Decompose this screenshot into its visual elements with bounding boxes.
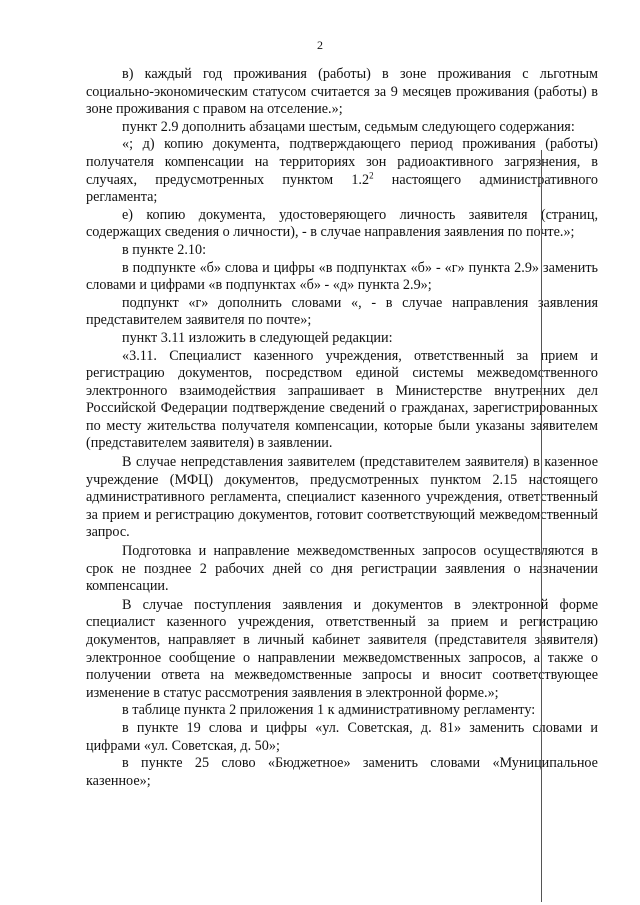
paragraph-point-3-11: пункт 3.11 изложить в следующей редакции:: [122, 329, 393, 346]
paragraph-point-2-10: в пункте 2.10:: [122, 241, 207, 258]
paragraph-3-11-text: «3.11. Специалист казенного учреждения, ответственный за прием и регистрацию документов, посредством единой системы межведомственного электронного взаимодействия запрашивает в Министерстве внутренних дел Российской Федерации подтверждение сведений о гражданах, зарегистрированных по месту жительства получателя компенсации, которые были указаны заявителем (представителем заявителя) в заявлении.: [86, 347, 598, 452]
paragraph-nonsubmission: В случае непредставления заявителем (представителем заявителя) в казенное учреждение (МФЦ) документов, предусмотренных пунктом 2.15 настоящего административного регламента, специалист казенного учреждения, ответственный за прием и регистрацию документов, готовит соответствующий межведомственный запрос.: [86, 454, 598, 541]
paragraph-subpoint-b: в подпункте «б» слова и цифры «в подпунктах «б» - «г» пункта 2.9» заменить словами и цифрами «в подпунктах «б» - «д» пункта 2.9»;: [86, 259, 598, 294]
superscript-2: 2: [369, 169, 374, 180]
page-number: 2: [317, 38, 323, 52]
paragraph-point-2-9: пункт 2.9 дополнить абзацами шестым, седьмым следующего содержания:: [122, 118, 575, 135]
paragraph-electronic-form: В случае поступления заявления и документов в электронной форме специалист казенного учреждения, ответственный за прием и регистрацию документов, направляет в личный кабинет заявителя (представителя заявителя) электронное сообщение о направлении межведомственных запросов, а также о получении ответа на межведомственные запросы и вносит соответствующее изменение в статус рассмотрения заявления в электронной форме.»;: [86, 596, 598, 701]
paragraph-e-subpoint: е) копию документа, удостоверяющего личность заявителя (страниц, содержащих сведения о личности), - в случае направления заявления по почте.»;: [86, 206, 598, 241]
paragraph-v-subpoint: в) каждый год проживания (работы) в зоне проживания с льготным социально-экономическим статусом считается за 9 месяцев проживания (работы) в зоне проживания с правом на отселение.»;: [86, 66, 598, 118]
paragraph-point-25: в пункте 25 слово «Бюджетное» заменить словами «Муниципальное казенное»;: [86, 755, 598, 789]
document-body: [86, 66, 598, 790]
paragraph-d-tail: настоящего административного регламента;: [86, 171, 598, 206]
paragraph-d-subpoint: [86, 136, 598, 206]
paragraph-subpoint-g: подпункт «г» дополнить словами «, - в случае направления заявления представителем заявителя по почте»;: [86, 294, 598, 329]
scan-artifact-line: [541, 150, 542, 902]
paragraph-d-text: «; д) копию документа, подтверждающего период проживания (работы) получателя компенсации на территориях зон радиоактивного загрязнения, в случаях, предусмотренных пунктом 1.2: [86, 136, 598, 188]
paragraph-point-19: в пункте 19 слова и цифры «ул. Советская, д. 81» заменить словами и цифрами «ул. Советская, д. 50»;: [86, 719, 598, 754]
paragraph-requests-deadline: Подготовка и направление межведомственных запросов осуществляются в срок не позднее 2 рабочих дней со дня регистрации заявления о назначении компенсации.: [86, 543, 598, 595]
paragraph-table-appendix: в таблице пункта 2 приложения 1 к административному регламенту:: [122, 702, 536, 719]
